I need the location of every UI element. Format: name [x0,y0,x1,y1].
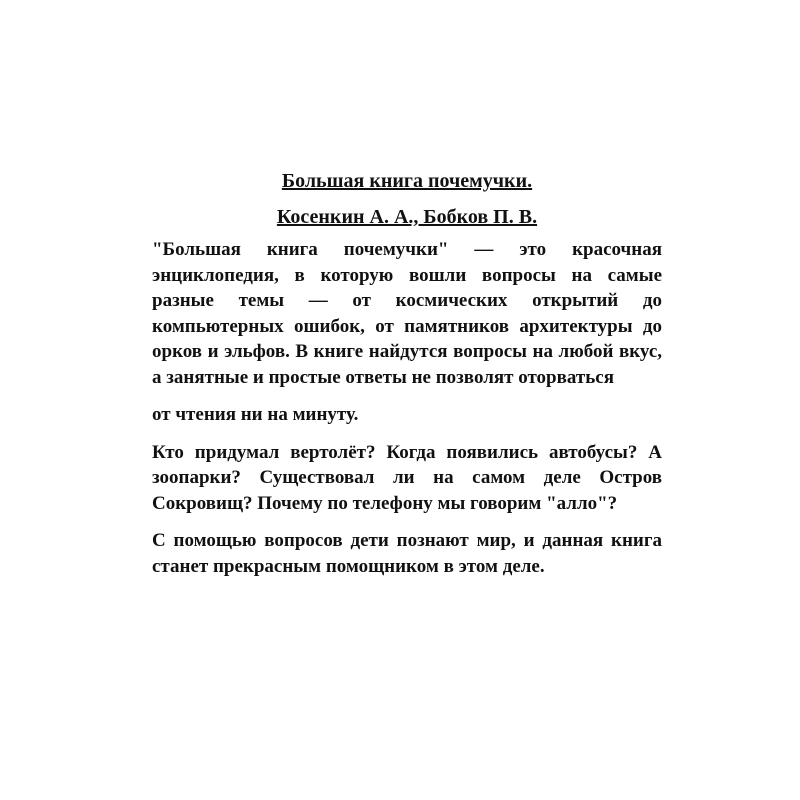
book-authors: Косенкин А. А., Бобков П. В. [276,206,538,228]
description-paragraph: "Большая книга почемучки" — это красочная энциклопедия, в которую вошли вопросы на самые разные темы — от космических открытий до компьютерных ошибок, от памятников архитектуры до орков и эльфов. В книге найдутся вопросы на любой вкус, а занятные и простые ответы не позволят оторваться [152,239,662,388]
questions-paragraph: Кто придумал вертолёт? Когда появились автобусы? А зоопарки? Существовал ли на самом деле Остров Сокровищ? Почему по телефону мы говорим "алло"? [152,441,662,514]
book-title: Большая книга почемучки. [281,170,533,192]
closing-paragraph: С помощью вопросов дети познают мир, и данная книга станет прекрасным помощником в этом деле. [152,530,662,577]
description-continuation: от чтения ни на минуту. [152,404,359,425]
document-body [152,165,662,579]
